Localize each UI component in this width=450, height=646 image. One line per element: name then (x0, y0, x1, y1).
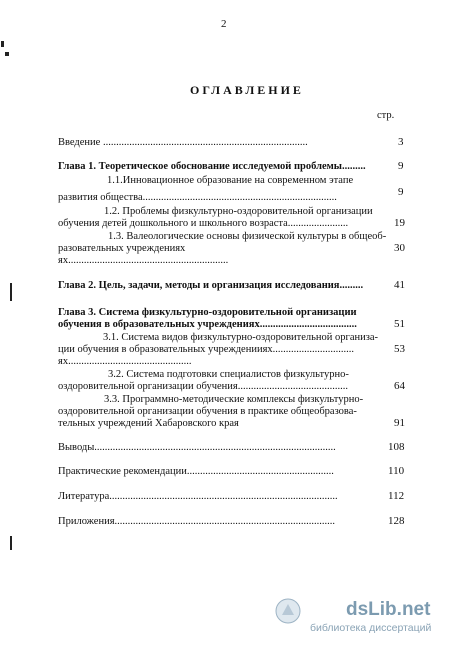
toc-page-number: 3 (398, 136, 404, 148)
scan-mark (10, 283, 12, 301)
page-title: ОГЛАВЛЕНИЕ (190, 83, 304, 97)
toc-leader-dots: ях............................................... (58, 356, 192, 367)
toc-entry-section-1-3: 1.3. Валеологические основы физической культуры в общеоб- (108, 231, 387, 242)
toc-page-number: 128 (388, 515, 405, 527)
toc-entry-literature: Литература....................................................................................... (58, 491, 338, 502)
watermark-site-name: dsLib.net (346, 599, 431, 620)
toc-page-number: 112 (388, 490, 405, 502)
toc-page-number: 9 (398, 160, 404, 172)
toc-entry-section-1-2: 1.2. Проблемы физкультурно-оздоровительной организации (104, 206, 373, 217)
toc-entry-appendices: Приложения.................................................................................... (58, 516, 336, 527)
watermark-logo-icon (275, 598, 301, 624)
scan-mark (1, 41, 4, 47)
toc-entry-chapter-1: Глава 1. Теоретическое обоснование исследуемой проблемы......... (58, 161, 366, 172)
toc-entry-section-1-1: 1.1.Инновационное образование на современном этапе (107, 175, 354, 186)
toc-entry-section-3-3-cont: оздоровительной организации обучения в практике общеобразова- (58, 406, 357, 417)
toc-entry-recommendations: Практические рекомендации........................................................ (58, 466, 334, 477)
toc-entry-section-3-3: 3.3. Программно-методические комплексы физкультурно- (104, 394, 364, 405)
toc-entry-section-1-2-cont: обучения детей дошкольного и школьного возраста....................... (58, 218, 349, 229)
toc-page-number: 41 (394, 279, 405, 291)
toc-entry-section-3-3-cont2: тельных учреждений Хабаровского края (58, 418, 239, 429)
toc-page-number: 9 (398, 186, 404, 198)
toc-page-number: 110 (388, 465, 405, 477)
page-column-label: стр. (377, 110, 395, 121)
page-number: 2 (221, 18, 227, 30)
toc-entry-section-3-2: 3.2. Система подготовки специалистов физкультурно- (108, 369, 349, 380)
toc-entry-chapter-3: Глава 3. Система физкультурно-оздоровительной организации (58, 307, 357, 318)
scan-mark (10, 536, 12, 550)
toc-entry-section-3-2-cont: оздоровительной организации обучения.......................................... (58, 381, 348, 392)
toc-entry-introduction: Введение .............................................................................. (58, 137, 308, 148)
toc-page-number: 108 (388, 441, 405, 453)
toc-page-number: 51 (394, 318, 405, 330)
toc-page-number: 91 (394, 417, 405, 429)
scan-mark (5, 52, 9, 56)
toc-entry-chapter-3-cont: обучения в образовательных учреждениях..................................... (58, 319, 357, 330)
toc-page-number: 53 (394, 343, 405, 355)
toc-page-number: 64 (394, 380, 405, 392)
watermark-caption: библиотека диссертаций (310, 622, 432, 634)
toc-entry-conclusions: Выводы............................................................................................ (58, 442, 336, 453)
toc-entry-section-3-1: 3.1. Система видов физкультурно-оздоровительной организа- (103, 332, 379, 343)
toc-entry-section-1-1-cont: развития общества.......................................................................... (58, 192, 337, 203)
toc-entry-section-3-1-cont: ции обучения в образовательных учрежденииях............................... (58, 344, 355, 355)
toc-page-number: 30 (394, 242, 405, 254)
toc-entry-chapter-2: Глава 2. Цель, задачи, методы и организация исследования......... (58, 280, 364, 291)
toc-page-number: 19 (394, 217, 405, 229)
toc-entry-section-1-3-cont: разовательных учреждениях (58, 243, 186, 254)
toc-leader-dots: ях............................................................. (58, 255, 229, 266)
